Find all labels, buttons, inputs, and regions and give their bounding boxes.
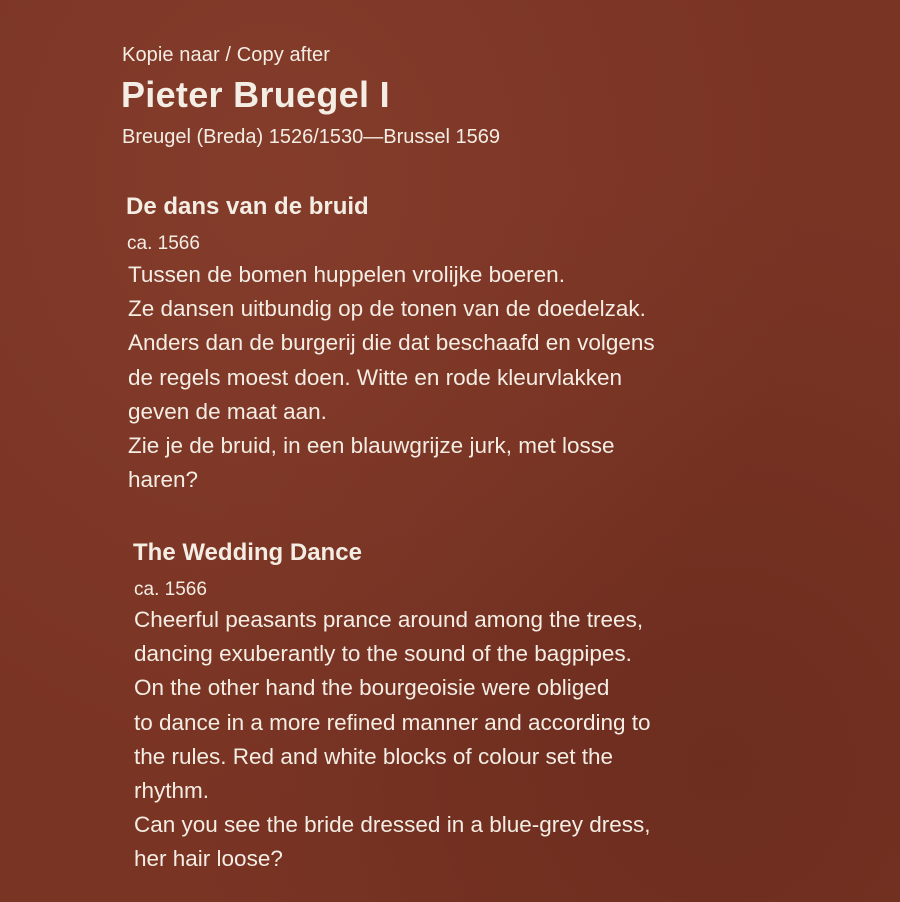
english-line: rhythm. <box>134 778 210 804</box>
dutch-title: De dans van de bruid <box>126 193 369 220</box>
english-line: the rules. Red and white blocks of colour set the <box>134 743 614 769</box>
english-title: The Wedding Dance <box>133 539 362 566</box>
dutch-line: Tussen de bomen huppelen vrolijke boeren. <box>128 262 565 287</box>
english-line: Cheerful peasants prance around among the trees, <box>134 607 644 632</box>
english-line: to dance in a more refined manner and according to <box>134 709 651 735</box>
dutch-line: geven de maat aan. <box>128 398 327 424</box>
dutch-line: Zie je de bruid, in een blauwgrijze jurk, met losse <box>128 433 615 459</box>
dutch-description <box>128 258 848 497</box>
english-line: dancing exuberantly to the sound of the bagpipes. <box>134 641 632 667</box>
english-description <box>134 603 854 877</box>
english-date: ca. 1566 <box>134 579 207 600</box>
english-line: her hair loose? <box>134 846 283 872</box>
dutch-line: de regels moest doen. Witte en rode kleurvlakken <box>128 364 623 390</box>
english-line: On the other hand the bourgeoisie were obliged <box>134 675 610 701</box>
dutch-line: Ze dansen uitbundig op de tonen van de doedelzak. <box>128 296 646 322</box>
english-line: Can you see the bride dressed in a blue-grey dress, <box>134 812 651 838</box>
dutch-line: haren? <box>128 467 199 493</box>
dutch-line: Anders dan de burgerij die dat beschaafd en volgens <box>128 330 655 356</box>
dutch-date: ca. 1566 <box>127 233 200 254</box>
copy-after-caption: Kopie naar / Copy after <box>122 44 330 66</box>
artist-life-dates: Breugel (Breda) 1526/1530—Brussel 1569 <box>122 126 501 148</box>
artist-name: Pieter Bruegel I <box>121 74 390 115</box>
